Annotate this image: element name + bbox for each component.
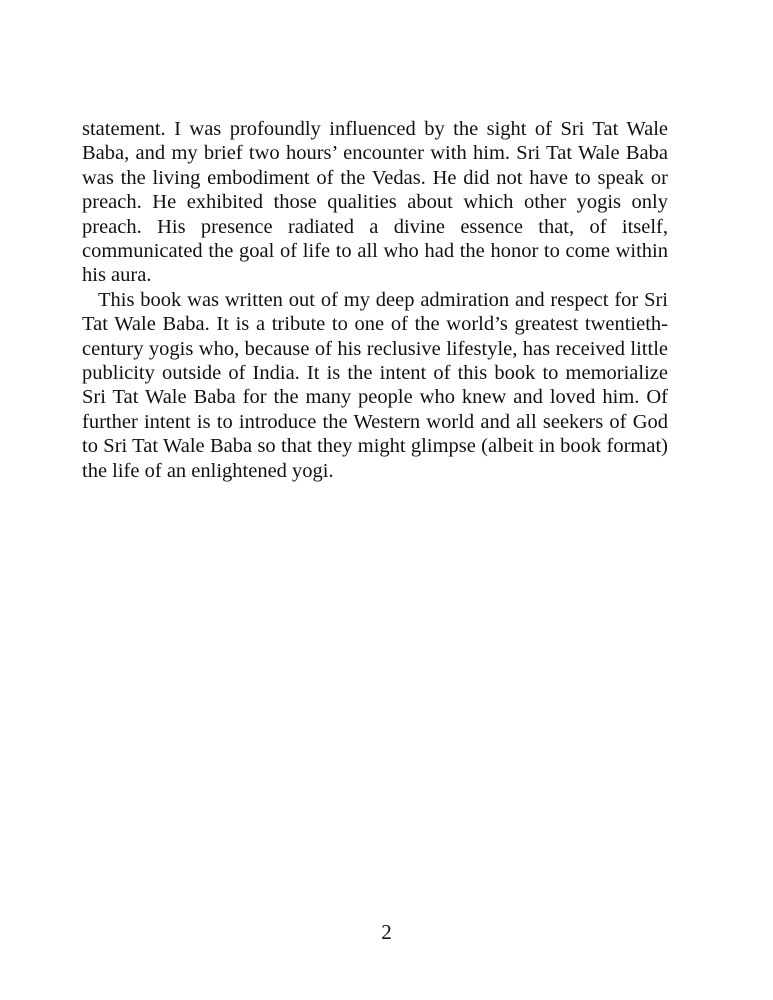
page-body <box>82 117 668 897</box>
page-number: 2 <box>381 920 392 944</box>
paragraph-continued: statement. I was profoundly influenced by the sight of Sri Tat Wale Baba, and my brief two hours’ encounter with him. Sri Tat Wale Baba was the living embodiment of the Vedas. He did not have to speak or preach. He exhibited those qualities about which other yogis only preach. His presence radiated a divine essence that, of itself, communicated the goal of life to all who had the honor to come within his aura. <box>82 118 668 287</box>
paragraph-book-intent: This book was written out of my deep admiration and respect for Sri Tat Wale Baba. It is a tribute to one of the world’s greatest twentieth-century yogis who, because of his reclusive lifestyle, has received little publicity outside of India. It is the intent of this book to memorialize Sri Tat Wale Baba for the many people who knew and loved him. Of further intent is to introduce the Western world and all seekers of God to Sri Tat Wale Baba so that they might glimpse (albeit in book format) the life of an enlightened yogi. <box>82 288 668 482</box>
